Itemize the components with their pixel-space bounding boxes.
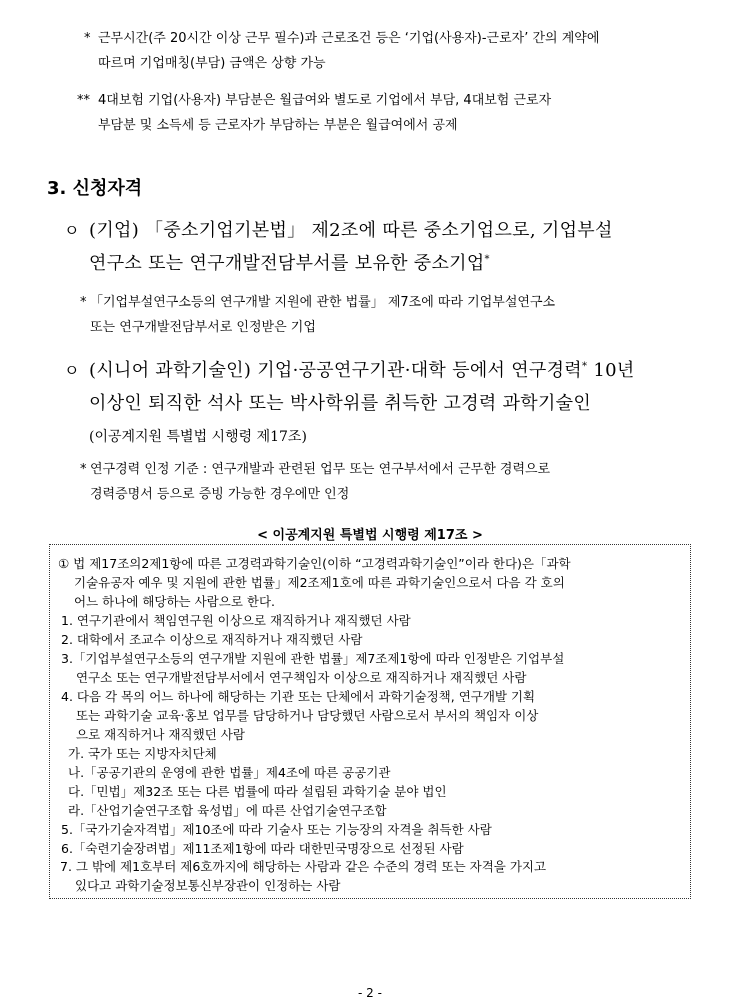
senior-line-tail: 10년: [587, 360, 635, 381]
decree-line: 으로 재직하거나 재직했던 사람: [76, 727, 245, 742]
decree-line: 연구소 또는 연구개발전담부서에서 연구책임자 이상으로 재직하거나 재직했던 사람: [76, 670, 527, 685]
decree-box: [49, 544, 691, 899]
decree-caption: < 이공계지원 특별법 시행령 제17조 >: [257, 528, 483, 543]
note-marker: *: [80, 295, 87, 310]
decree-line: 7. 그 밖에 제1호부터 제6호까지에 해당하는 사람과 같은 수준의 경력 또는 자격을 가지고: [60, 859, 547, 874]
note-company: [80, 290, 704, 340]
decree-line: 5.「국가기술자격법」제10조에 따라 기술사 또는 기능장의 자격을 취득한 사람: [61, 822, 492, 837]
decree-line: 어느 하나에 해당하는 사람으로 한다.: [74, 594, 275, 609]
eligibility-senior: [64, 354, 704, 420]
bullet-marker: ㅇ: [64, 361, 80, 380]
note-line: 「기업부설연구소등의 연구개발 지원에 관한 법률」 제7조에 따라 기업부설연구소: [90, 295, 556, 310]
page-number: - 2 -: [358, 986, 382, 1000]
note-marker: *: [80, 462, 87, 477]
decree-line: 나.「공공기관의 운영에 관한 법률」제4조에 따른 공공기관: [68, 765, 391, 780]
note-senior: [80, 457, 704, 507]
senior-line: (시니어 과학기술인) 기업·공공연구기관·대학 등에서 연구경력: [89, 360, 582, 381]
note-insurance: [77, 88, 704, 138]
note-line: 경력증명서 등으로 증빙 가능한 경우에만 인정: [90, 487, 350, 502]
decree-line: 기술유공자 예우 및 지원에 관한 법률」제2조제1호에 따른 과학기술인으로서 다음 각 호의: [74, 575, 565, 590]
decree-line: 라.「산업기술연구조합 육성법」에 따른 산업기술연구조합: [68, 803, 387, 818]
footnote-mark: *: [581, 361, 588, 372]
note-line: 4대보험 기업(사용자) 부담분은 월급여와 별도로 기업에서 부담, 4대보험 근로자: [98, 93, 552, 108]
note-marker: **: [77, 93, 90, 108]
note-line: 연구경력 인정 기준 : 연구개발과 관련된 업무 또는 연구부서에서 근무한 경력으로: [90, 462, 551, 477]
decree-line: 가. 국가 또는 지방자치단체: [68, 746, 217, 761]
decree-line: ① 법 제17조의2제1항에 따른 고경력과학기술인(이하 “고경력과학기술인”이라 한다)은「과학: [58, 556, 571, 571]
decree-line: 6.「숙련기술장려법」제11조제1항에 따라 대한민국명장으로 선정된 사람: [61, 841, 464, 856]
decree-line: 2. 대학에서 조교수 이상으로 재직하거나 재직했던 사람: [61, 632, 363, 647]
eligibility-company: [64, 214, 704, 280]
note-line: 부담분 및 소득세 등 근로자가 부담하는 부분은 월급여에서 공제: [98, 118, 458, 133]
section-heading: 3. 신청자격: [47, 178, 143, 199]
decree-line: 있다고 과학기술정보통신부장관이 인정하는 사람: [75, 878, 341, 893]
note-line: 근무시간(주 20시간 이상 근무 필수)과 근로조건 등은 ‘기업(사용자)-근로자’ 간의 계약에: [98, 31, 600, 46]
decree-line: 3.「기업부설연구소등의 연구개발 지원에 관한 법률」제7조제1항에 따라 인정받은 기업부설: [61, 651, 565, 666]
note-line: 따르며 기업매칭(부담) 금액은 상향 가능: [98, 56, 326, 71]
decree-line: 1. 연구기관에서 책임연구원 이상으로 재직하거나 재직했던 사람: [61, 613, 411, 628]
note-work-hours: [84, 26, 704, 76]
bullet-marker: ㅇ: [64, 221, 80, 240]
decree-line: 다.「민법」제32조 또는 다른 법률에 따라 설립된 과학기술 분야 법인: [68, 784, 447, 799]
company-line: (기업) 「중소기업기본법」 제2조에 따른 중소기업으로, 기업부설: [89, 220, 613, 241]
company-line: 연구소 또는 연구개발전담부서를 보유한 중소기업: [89, 253, 485, 274]
senior-reference: (이공계지원 특별법 시행령 제17조): [89, 429, 307, 445]
footnote-mark: *: [484, 254, 490, 265]
decree-line: 4. 다음 각 목의 어느 하나에 해당하는 기관 또는 단체에서 과학기술정책, 연구개발 기획: [61, 689, 536, 704]
note-marker: *: [84, 31, 91, 46]
senior-line: 이상인 퇴직한 석사 또는 박사학위를 취득한 고경력 과학기술인: [89, 393, 592, 414]
decree-line: 또는 과학기술 교육‧홍보 업무를 담당하거나 담당했던 사람으로서 부서의 책임자 이상: [76, 708, 539, 723]
note-line: 또는 연구개발전담부서로 인정받은 기업: [90, 320, 316, 335]
